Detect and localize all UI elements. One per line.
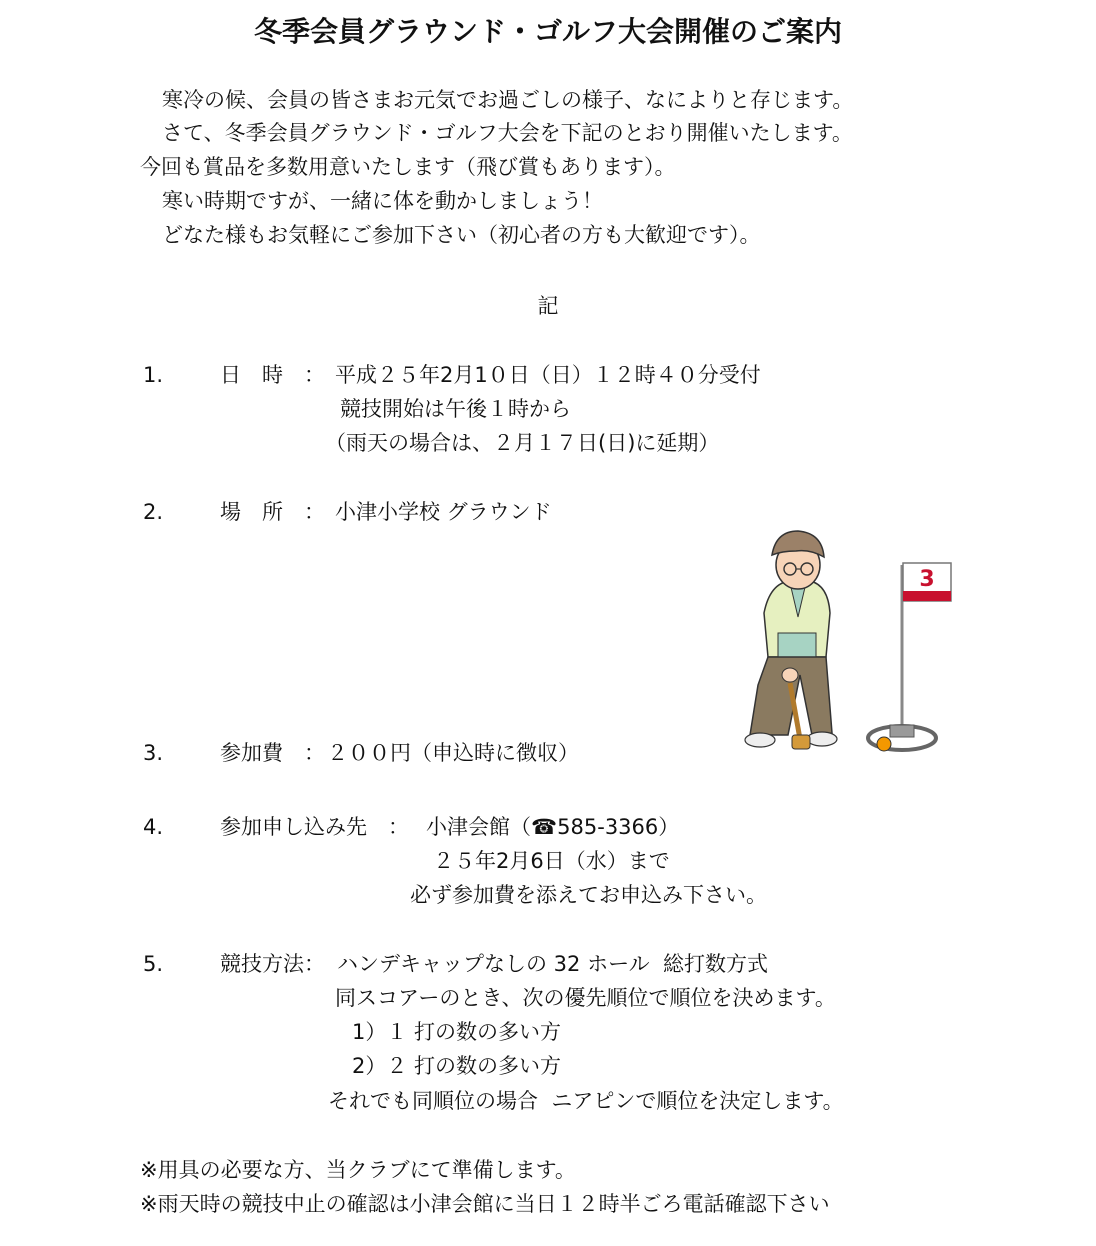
intro-line-1: 寒冷の候、会員の皆さまお元気でお過ごしの様子、なによりと存じます。 bbox=[162, 88, 854, 112]
item-number-5: 5. bbox=[143, 952, 164, 976]
note-equipment: ※用具の必要な方、当クラブにて準備します。 bbox=[140, 1158, 576, 1182]
datetime-label: 日 時 ： bbox=[220, 363, 325, 387]
fee-label: 参加費 ： bbox=[220, 741, 325, 765]
method-value: ハンデキャップなしの 32 ホール 総打数方式 bbox=[337, 952, 769, 976]
note-rain-check: ※雨天時の競技中止の確認は小津会館に当日１２時半ごろ電話確認下さい bbox=[140, 1192, 830, 1216]
intro-line-3: 今回も賞品を多数用意いたします（飛び賞もあります）。 bbox=[140, 155, 676, 179]
datetime-rain-note: （雨天の場合は、２月１７日(日)に延期） bbox=[325, 431, 720, 455]
fee-value: ２００円（申込時に徴収） bbox=[327, 741, 579, 765]
intro-line-5: どなた様もお気軽にご参加下さい（初心者の方も大歓迎です）。 bbox=[162, 223, 761, 247]
datetime-start-time: 競技開始は午後１時から bbox=[340, 397, 571, 421]
place-label: 場 所 ： bbox=[220, 500, 325, 524]
apply-value: 小津会館（☎585-3366） bbox=[426, 815, 680, 839]
apply-deadline: ２５年2月6日（水）まで bbox=[433, 849, 670, 873]
method-tiebreak-intro: 同スコアーのとき、次の優先順位で順位を決めます。 bbox=[335, 986, 836, 1010]
item-number-1: 1. bbox=[143, 363, 164, 387]
ki-heading: 記 bbox=[537, 294, 559, 318]
item-number-3: 3. bbox=[143, 741, 164, 765]
method-rule-2: 2）２ 打の数の多い方 bbox=[352, 1054, 562, 1078]
method-label: 競技方法： bbox=[220, 952, 325, 976]
intro-line-4: 寒い時期ですが、一緒に体を動かしましょう！ bbox=[162, 189, 603, 213]
method-rule-1: 1）１ 打の数の多い方 bbox=[352, 1020, 562, 1044]
intro-line-2: さて、冬季会員グラウンド・ゴルフ大会を下記のとおり開催いたします。 bbox=[162, 121, 853, 145]
datetime-value: 平成２５年2月1０日（日）１２時４０分受付 bbox=[335, 363, 761, 387]
golfer-illustration bbox=[740, 525, 955, 765]
item-number-2: 2. bbox=[143, 500, 164, 524]
method-rule-final: それでも同順位の場合 ニアピンで順位を決定します。 bbox=[328, 1089, 844, 1113]
flag-post-icon bbox=[868, 563, 951, 751]
flag-number: 3 bbox=[919, 567, 935, 592]
golfer-figure-icon bbox=[745, 531, 837, 749]
item-number-4: 4. bbox=[143, 815, 164, 839]
page-title: 冬季会員グラウンド・ゴルフ大会開催のご案内 bbox=[253, 15, 842, 48]
apply-note: 必ず参加費を添えてお申込み下さい。 bbox=[410, 883, 767, 907]
apply-label: 参加申し込み先 ： bbox=[220, 815, 409, 839]
place-value: 小津小学校 グラウンド bbox=[335, 500, 552, 524]
